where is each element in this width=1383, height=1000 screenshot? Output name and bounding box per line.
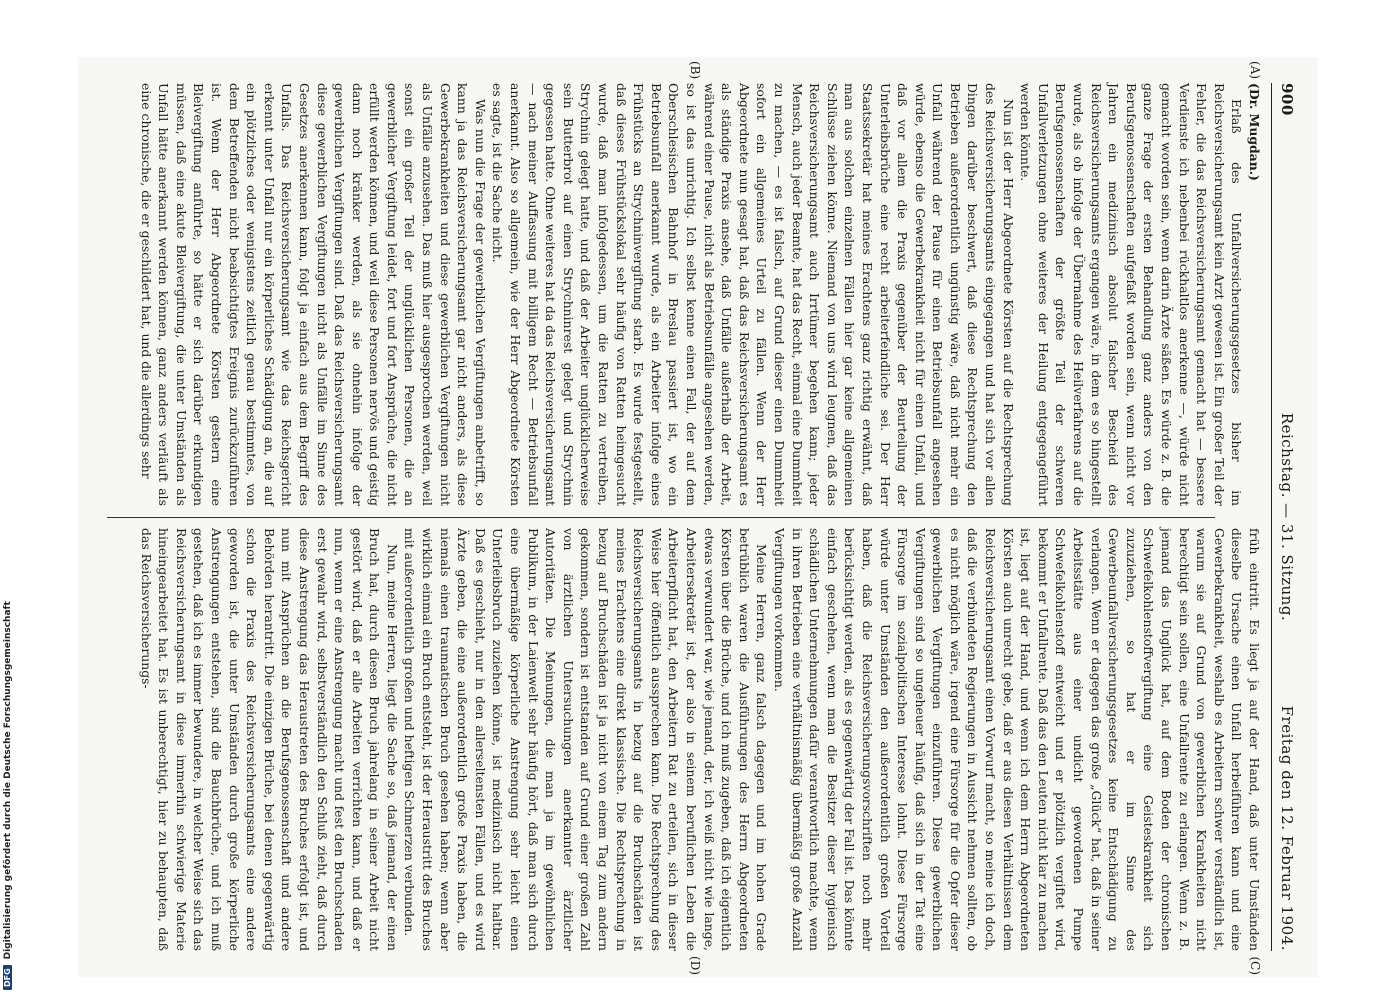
paragraph: Nun, meine Herren, liegt die Sache so, daß jemand, der einen Bruch hat, durch diesen Bruch jahrelang in seiner Arbeit nicht gestört wird, daß er alle Arbeiten verrichten kann, und daß er nun, wenn er eine Anstrengung macht und fest den Bruchschaden erst gewahr wird, selbstverständlich den Schluß zieht, daß durch diese Anstrengung das Heraustreten des Bruches erfolgt ist, und nun mit Ansprüchen an die Berufsgenossenschaft und andere Behörden herantritt. Die einzigen Brüche, bei denen gegenwärtig schon die Praxis des Reichsversicherungsamts eine andere geworden ist, die unter Umständen durch große körperliche Anstrengungen entstehen, sind die Bauchbrüche, und ich muß gestehen, daß ich es immer bewundere, in welcher Weise sich das Reichsversicherungsamt in diese immerhin schwierige Materie hineingearbeitet hat. Es ist unberechtigt, hier zu behaupten, daß das Reichsversicherungs- (138, 528, 400, 951)
speaker-name: (Dr. Mugdan.) (1247, 83, 1262, 181)
text-columns (99, 61, 1263, 975)
funding-credit (3, 601, 13, 990)
margin-mark-d: (D) (688, 956, 702, 975)
margin-mark-a: (A) (1248, 61, 1262, 80)
margin-mark-c: (C) (1248, 956, 1262, 975)
paragraph: Nun ist der Herr Abgeordnete Körsten auf die Rechtsprechung des Reichsversicherungsamts eingegangen und hat sich vor allen Dingen darüber beschwert, daß diese Rechtsprechung den Betrieben außerordentlich ungünstig wäre, daß nicht mehr ein Unfall während der Pause für einen Betriebsunfall angesehen würde, ebenso die Gewerbekrankheit nicht für einen Unfall, und daß vor allem die Praxis gegenüber der Beurteilung der Unterleibsbrüche eine recht arbeiterfeindliche sei. Der Herr Staatssekretär hat meines Erachtens ganz richtig erwähnt, daß man aus solchen einzelnen Fällen hier gar keine allgemeinen Schlüsse ziehen könne. Niemand von uns wird leugnen, daß das Reichsversicherungsamt auch Irrtümer begehen kann; jeder Mensch, auch jeder Beamte, hat das Recht, einmal eine Dummheit zu machen, — es ist falsch, auf Grund dieser einen Dummheit sofort ein allgemeines Urteil zu fällen. Wenn der Herr Abgeordnete nun gesagt hat, daß das Reichsversicherungsamt es als ständige Praxis ansehe, daß Unfälle außerhalb der Arbeit, während einer Pause, nicht als Betriebsunfälle angesehen werden, so ist das unrichtig. Ich selbst kenne einen Fall, der auf dem Oberschlesischen Bahnhof in Breslau passiert ist, wo ein Betriebsunfall anerkannt wurde, als ein Arbeiter infolge eines Frühstücks an Strychninvergiftung starb. Es wurde festgestellt, daß dieses Frühstückslokal sehr häufig von Ratten heimgesucht wurde, daß man infolgedessen, um die Ratten zu vertreiben, Strychnin gelegt hatte, und daß der Arbeiter unglücklicherweise sein Butterbrot auf einen Strychninrest gelegt und Strychnin gegessen hatte. Ohne weiteres hat da das Reichsversicherungsamt — nach meiner Auffassung mit billigem Recht — Betriebsunfall anerkannt. Also so allgemein, wie der Herr Abgeordnete Körsten es sagte, ist die Sache nicht. (490, 83, 1016, 506)
dfg-logo: DFG (3, 965, 12, 990)
scanned-page (78, 57, 1318, 977)
page-header (1271, 83, 1300, 951)
paragraph: Meine Herren, ganz falsch dagegen und im hohen Grade betrüblich waren die Ausführungen des Herrn Abgeordneten Körsten über die Brüche, und ich muß zugeben, daß ich eigentlich etwas verwundert war, wie jemand, der, ich weiß nicht wie lange, Arbeitersekretär ist, der also in seinem beruflichen Leben die Arbeiterpflicht hat, den Arbeitern Rat zu erteilen, sich in dieser Weise hier öffentlich aussprechen kann. Die Rechtsprechung des Reichsversicherungsamts in bezug auf die Bruchschäden ist meines Erachtens eine direkt klassische. Die Rechtsprechung in bezug auf Bruchschäden ist ja nicht von einem Tag zum andern gekommen, sondern ist entstanden auf Grund einer großen Zahl von ärztlichen Untersuchungen anerkannter ärztlicher Autoritäten. Die Meinungen, die man ja im gewöhnlichen Publikum, in der Laienwelt sehr häufig hört, daß man sich durch eine übermäßige körperliche Anstrengung sehr leicht einen Unterleibsbruch zuziehen könne, ist medizinisch nicht haltbar. Daß es geschieht, nur in den allerseltensten Fällen, und es wird Ärzte geben, die eine außerordentlich große Praxis haben, die niemals einen traumatischen Bruch gesehen haben; wenn aber wirklich einmal ein Bruch entsteht, ist der Heraustritt des Bruches mit außerordentlich großen und heftigen Schmerzen verbunden. (402, 528, 770, 951)
speaker-line (1245, 83, 1263, 506)
running-title: Reichstag. — 31. Sitzung. (1278, 412, 1296, 622)
paragraph: Erlaß des Unfallversicherungsgesetzes bisher im Reichsversicherungsamt kein Arzt gewesen ist. Ein großer Teil der Fehler, die das Reichsversicherungsamt gemacht hat — bessere Verdienste ich nebenbei rückhaltlos anerkenne —, würde nicht gemacht worden sein, wenn darin Ärzte säßen. Es würde z. B. die ganze Frage der ersten Behandlung ganz anders von den Berufsgenossenschaften aufgefaßt worden sein, wenn nicht vor Jahren ein medizinisch absolut falscher Bescheid des Reichsversicherungsamts ergangen wäre, in dem es so hingestellt wurde, als ob infolge der Übernahme des Heilverfahrens auf die Berufsgenossenschaften der größte Teil der schweren Unfallverletzungen ohne weiteres der Heilung entgegengeführt werden könnte. (1018, 83, 1245, 506)
paragraph: früh eintritt. Es liegt ja auf der Hand, daß unter Umständen dieselbe Ursache einen Unfall herbeiführen kann und eine Gewerbekrankheit, weshalb es Arbeitern schwer verständlich ist, warum sie auf Grund von gewerblichen Krankheiten nicht berechtigt sein sollen, eine Unfallrente zu erlangen. Wenn z. B. jemand das Unglück hat, auf dem Boden der chronischen Schwefelkohlenstoffvergiftung eine Geisteskrankheit sich zuzuziehen, so hat er im Sinne des Gewerbeunfallversicherungsgesetzes keine Entschädigung zu verlangen. Wenn er dagegen das große „Glück“ hat, daß in seiner Arbeitsstätte aus einer undicht gewordenen Pumpe Schwefelkohlenstoff entweicht und er plötzlich vergiftet wird, bekommt er Unfallrente. Daß das den Leuten nicht klar zu machen ist, liegt auf der Hand, und wenn ich dem Herrn Abgeordneten Körsten auch unrecht gebe, daß er aus diesen Verhältnissen dem Reichsversicherungsamt einen Vorwurf macht, so meine ich doch, daß die verbündeten Regierungen in Aussicht nehmen sollten, ob es nicht möglich wäre, irgend eine Fürsorge für die Opfer dieser gewerblichen Vergiftungen einzuführen. Diese gewerblichen Vergiftungen sind so ungeheuer häufig, daß sich in der Tat eine Fürsorge im sozialpolitischen Interesse lohnt. Diese Fürsorge würde unter Umständen den außerordentlich großen Vorteil haben, daß die Reichsversicherungsvorschriften noch mehr berücksichtigt werden, als es gegenwärtig der Fall ist. Das könnte einfach geschehen, wenn man die Besitzer dieser hygienisch schädlichen Unternehmungen dafür verantwortlich machte, wenn in ihren Betrieben eine verhältnismäßig übermäßig große Anzahl Vergiftungen vorkommen. (771, 528, 1262, 951)
margin-mark-b: (B) (688, 61, 702, 80)
credit-sidebar (0, 0, 14, 1000)
paragraph: Was nun die Frage der gewerblichen Vergiftungen anbetrifft, so kann ja das Reichsversicherungsamt gar nicht anders, als diese Gewerbekrankheiten und diese gewerblichen Vergiftungen nicht als Unfälle anzusehen. Das muß hier ausgesprochen werden, weil sonst ein großer Teil der unglücklichen Personen, die an gewerblicher Vergiftung leidet, fort und fort Ansprüche, die nicht erfüllt werden können, und weil diese Personen nervös und geistig dann noch kränker werden, als sie ohnehin infolge der gewerblichen Vergiftungen sind. Daß das Reichsversicherungsamt diese gewerblichen Vergiftungen nicht als Unfälle im Sinne des Gesetzes anerkennen kann, folgt ja einfach aus dem Begriff des Unfalls. Das Reichsversicherungsamt wie das Reichsgericht erkennt unter Unfall nur ein körperliches Schädigung an, die auf ein plötzliches oder wenigstens zeitlich genau bestimmtes, von dem Betreffenden nicht beabsichtigtes Ereignis zurückzuführen ist. Wenn der Herr Abgeordnete Körsten gestern eine Bleivergiftung anführte, so hätte er sich darüber erkundigen müssen, daß eine akute Bleivergiftung, die unter Umständen als Unfall hätte anerkannt werden können, ganz anders verläuft als eine chronische, die er geschildert hat, und die allerdings sehr (138, 83, 488, 506)
left-column (99, 61, 1263, 506)
session-date: Freitag den 12. Februar 1904. (1278, 705, 1296, 951)
credit-text: Digitalisierung gefördert durch die Deutsche Forschungsgemeinschaft (3, 601, 13, 960)
column-divider (107, 517, 1215, 518)
right-column (99, 528, 1263, 975)
page-number: 900 (1278, 83, 1296, 116)
